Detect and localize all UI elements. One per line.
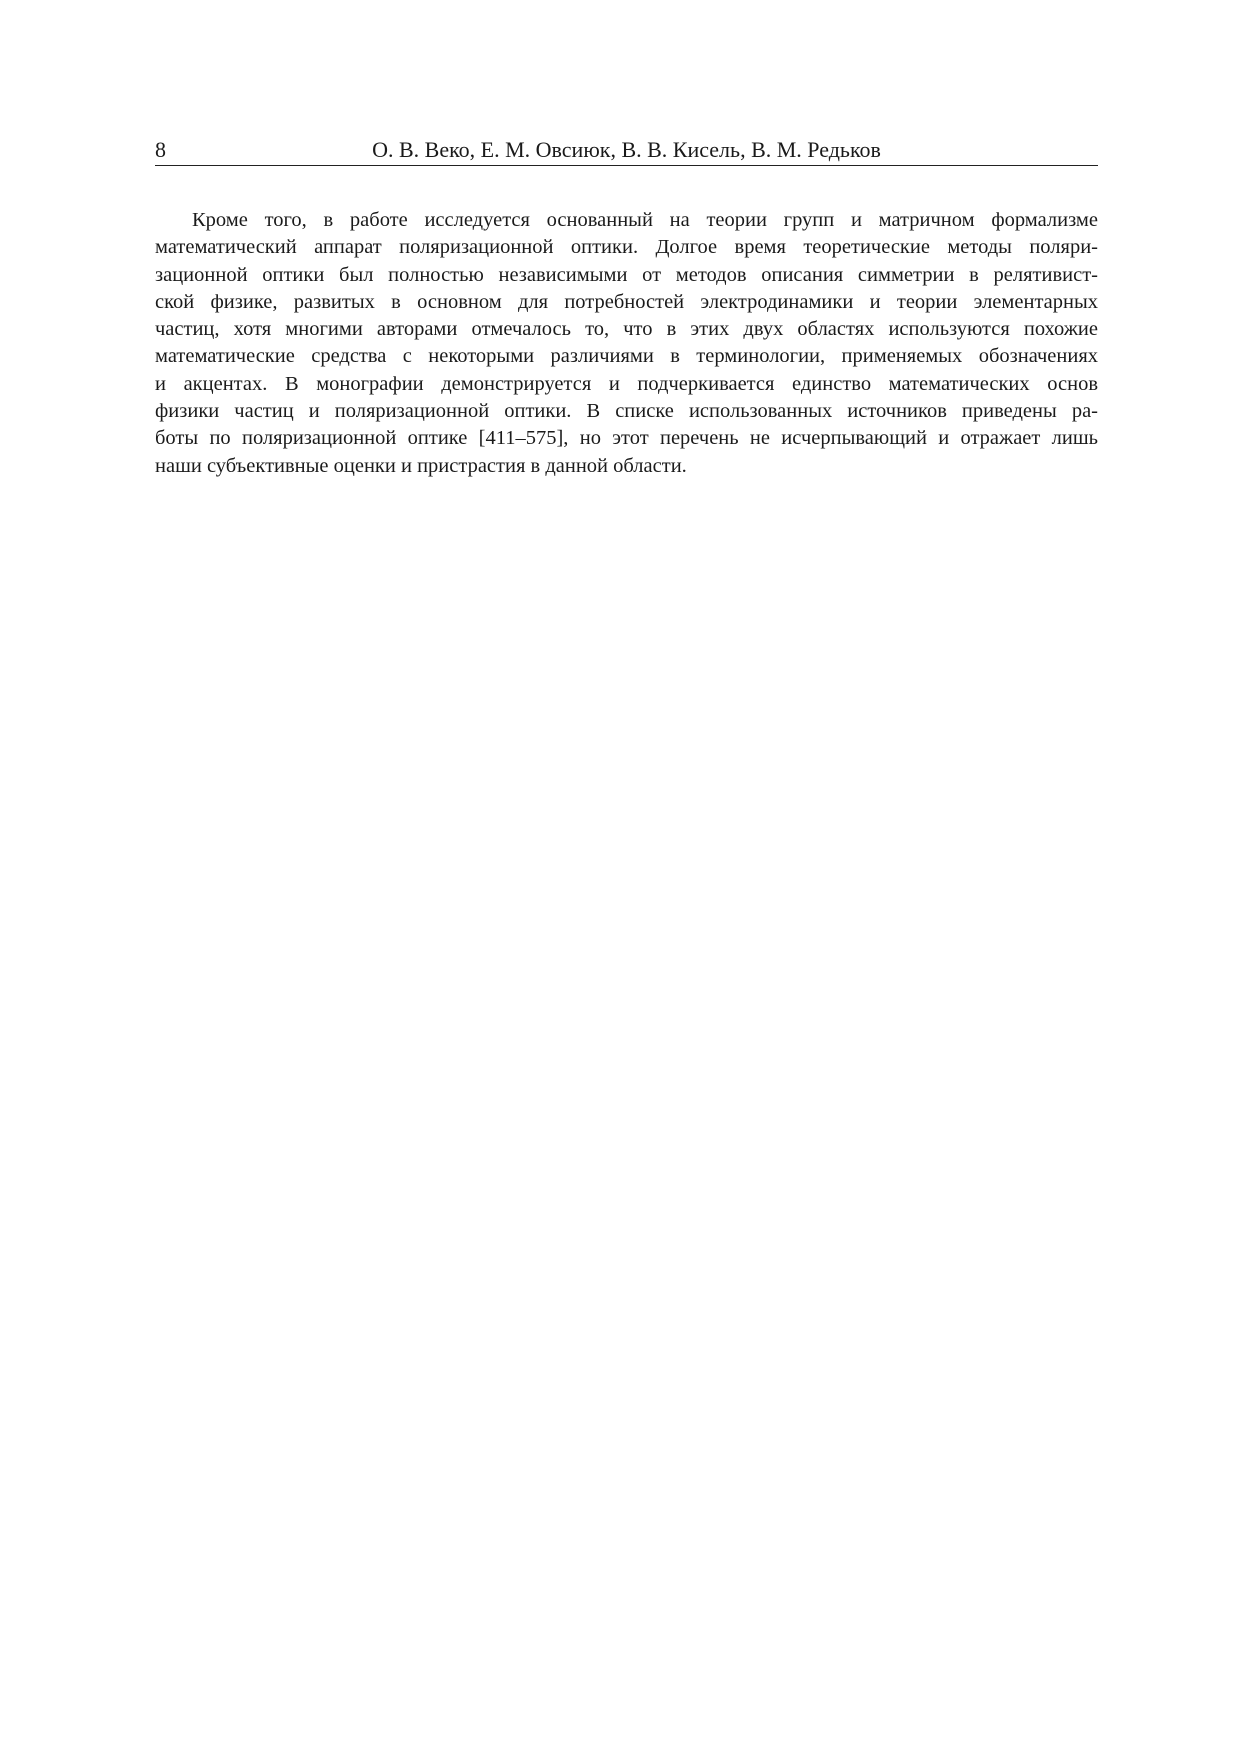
page-header [155, 135, 1098, 165]
paragraph-line: и акцентах. В монографии демонстрируется и подчеркивается единство математических основ [155, 372, 1098, 395]
paragraph-line: физики частиц и поляризационной оптики. В списке использованных источников приведены ра- [155, 400, 1098, 423]
paragraph-line: математический аппарат поляризационной оптики. Долгое время теоретические методы поляри- [155, 236, 1098, 259]
running-head: О. В. Веко, Е. М. Овсиюк, В. В. Кисель, В. М. Редьков [372, 137, 881, 162]
header-rule [155, 165, 1098, 166]
paragraph-line: частиц, хотя многими авторами отмечалось то, что в этих двух областях используются похожие [155, 318, 1098, 341]
page-number: 8 [155, 137, 166, 162]
paragraph-line: Кроме того, в работе исследуется основанный на теории групп и матричном формализме [192, 209, 1098, 231]
paragraph-line: ской физике, развитых в основном для потребностей электродинамики и теории элементарных [155, 290, 1098, 313]
paragraph-line: боты по поляризационной оптике [411–575], но этот перечень не исчерпывающий и отражает лишь [155, 427, 1098, 450]
paragraph-line: математические средства с некоторыми различиями в терминологии, применяемых обозначениях [155, 345, 1098, 368]
paragraph-line: зационной оптики был полностью независимыми от методов описания симметрии в релятивист- [155, 263, 1098, 286]
body-paragraph [155, 207, 1098, 480]
paragraph-line: наши субъективные оценки и пристрастия в данной области. [155, 454, 687, 477]
